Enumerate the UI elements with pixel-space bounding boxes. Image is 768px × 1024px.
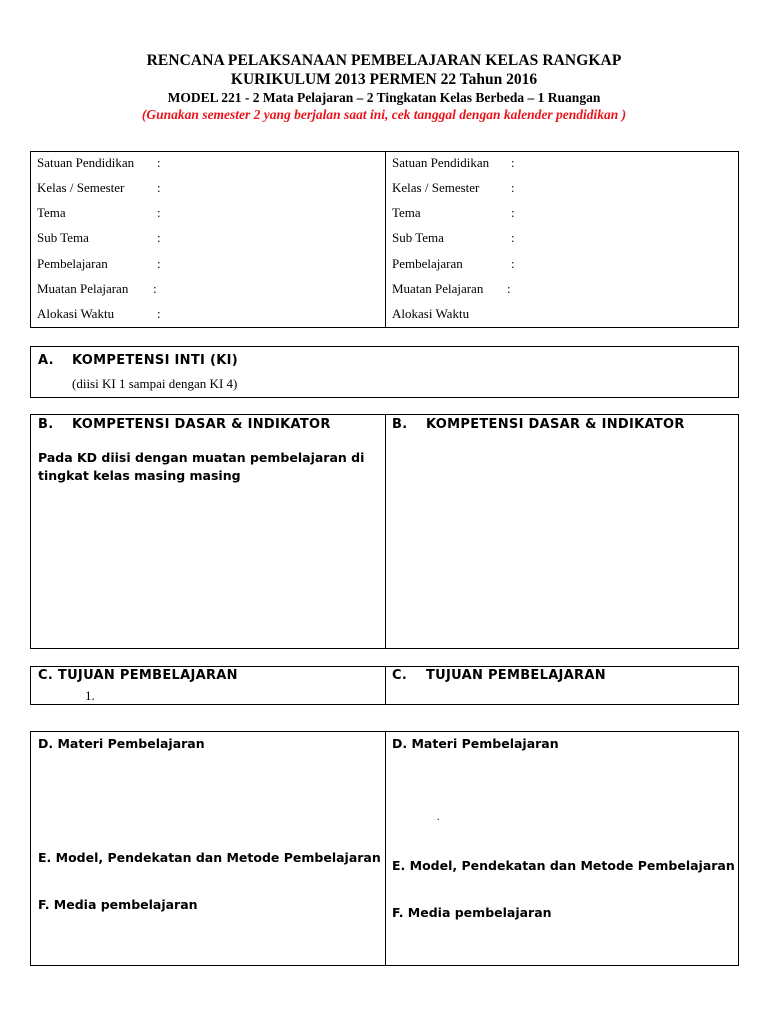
section-a-heading: A. KOMPETENSI INTI (KI) xyxy=(38,353,238,368)
section-tujuan-pembelajaran xyxy=(30,666,739,705)
model-heading-right: E. Model, Pendekatan dan Metode Pembelajaran xyxy=(392,858,735,873)
stray-dot: . xyxy=(437,812,440,823)
column-divider xyxy=(385,152,386,327)
section-a-note: (diisi KI 1 sampai dengan KI 4) xyxy=(72,376,238,391)
document-title: RENCANA PELAKSANAAN PEMBELAJARAN KELAS RANGKAP xyxy=(146,52,622,69)
section-c-list-item: 1. xyxy=(85,688,95,703)
section-c-heading-left: C. TUJUAN PEMBELAJARAN xyxy=(38,668,238,683)
section-kompetensi-dasar xyxy=(30,414,739,649)
section-kompetensi-inti xyxy=(30,346,739,398)
media-heading-right: F. Media pembelajaran xyxy=(392,905,552,920)
column-divider xyxy=(385,667,386,704)
instruction-note: (Gunakan semester 2 yang berjalan saat ini, cek tanggal dengan kalender pendidikan ) xyxy=(141,107,627,122)
model-line: MODEL 221 - 2 Mata Pelajaran – 2 Tingkatan Kelas Berbeda – 1 Ruangan xyxy=(167,90,601,105)
materi-heading-right: D. Materi Pembelajaran xyxy=(392,736,559,751)
section-b-heading-left: B. KOMPETENSI DASAR & INDIKATOR xyxy=(38,417,331,432)
media-heading-left: F. Media pembelajaran xyxy=(38,897,198,912)
section-c-heading-right: C. TUJUAN PEMBELAJARAN xyxy=(392,668,606,683)
section-b-note: Pada KD diisi dengan muatan pembelajaran di tingkat kelas masing masing xyxy=(38,450,365,483)
column-divider xyxy=(385,415,386,648)
identity-table: Satuan Pendidikan : Kelas / Semester : Tema : Sub Tema : Pembelajaran : Muatan Pelajaran : Alokasi Waktu : Satuan Pendidikan : Kelas / Semester : Tema : Sub Tema : Pembelajaran : Muatan Pelajaran : Alokasi Waktu xyxy=(30,151,739,328)
materi-heading-left: D. Materi Pembelajaran xyxy=(38,736,205,751)
model-heading-left: E. Model, Pendekatan dan Metode Pembelajaran xyxy=(38,850,381,865)
section-b-heading-right: B. KOMPETENSI DASAR & INDIKATOR xyxy=(392,417,685,432)
curriculum-subtitle: KURIKULUM 2013 PERMEN 22 Tahun 2016 xyxy=(230,71,538,88)
column-divider xyxy=(385,732,386,965)
section-materi-model-media xyxy=(30,731,739,966)
